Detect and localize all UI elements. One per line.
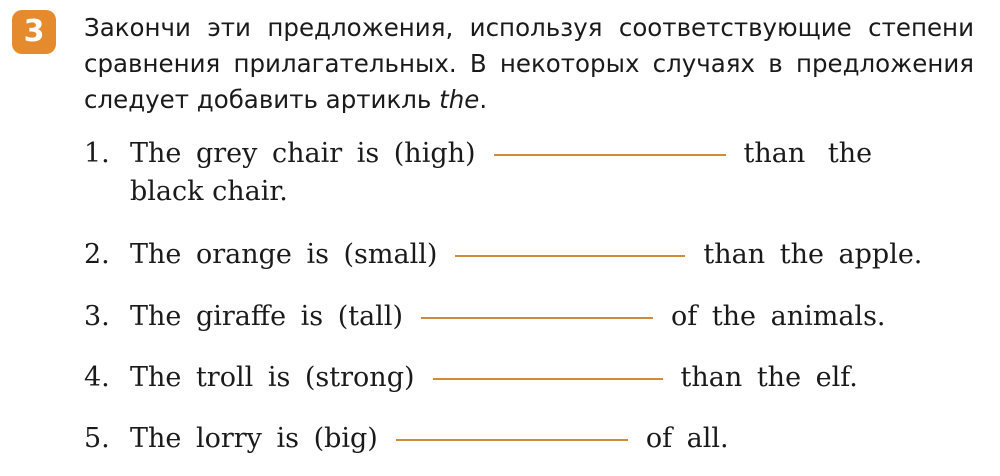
item-number: 5. (84, 423, 110, 454)
sentence-start: The lorry is (big) (130, 423, 378, 454)
instruction-period: . (479, 85, 488, 114)
sentence-end: of the animals. (670, 301, 886, 332)
exercise-instruction (84, 10, 974, 118)
item-number: 4. (84, 362, 110, 393)
answer-blank-3[interactable] (421, 317, 653, 319)
sentence-start: The orange is (small) (130, 239, 438, 270)
exercise-number: 3 (23, 14, 45, 49)
sentence-end: than the elf. (680, 362, 858, 393)
sentence-continuation: black chair. (130, 176, 288, 207)
item-number: 2. (84, 239, 110, 270)
answer-blank-4[interactable] (433, 378, 663, 380)
sentence-item-3 (84, 298, 974, 336)
sentence-start: The troll is (strong) (130, 362, 415, 393)
sentence-item-4 (84, 359, 974, 397)
answer-blank-5[interactable] (396, 439, 628, 441)
sentence-item-2 (84, 236, 974, 274)
sentence-end: than the apple. (703, 239, 923, 270)
instruction-text: Закончи эти предложения, используя соответствующие степени сравнения прилагательных. В некоторых случаях в предложения следует добавить артикль (84, 13, 974, 114)
item-number: 1. (84, 138, 110, 169)
sentence-start: The grey chair is (high) (130, 138, 476, 169)
sentence-end: than the (743, 138, 873, 169)
exercise-number-badge (12, 10, 56, 54)
answer-blank-2[interactable] (455, 255, 685, 257)
sentence-item-1 (84, 135, 974, 211)
item-number: 3. (84, 301, 110, 332)
sentence-start: The giraffe is (tall) (130, 301, 403, 332)
instruction-article: the (439, 85, 480, 114)
answer-blank-1[interactable] (494, 154, 726, 156)
sentence-item-5 (84, 420, 974, 458)
sentence-end: of all. (645, 423, 729, 454)
